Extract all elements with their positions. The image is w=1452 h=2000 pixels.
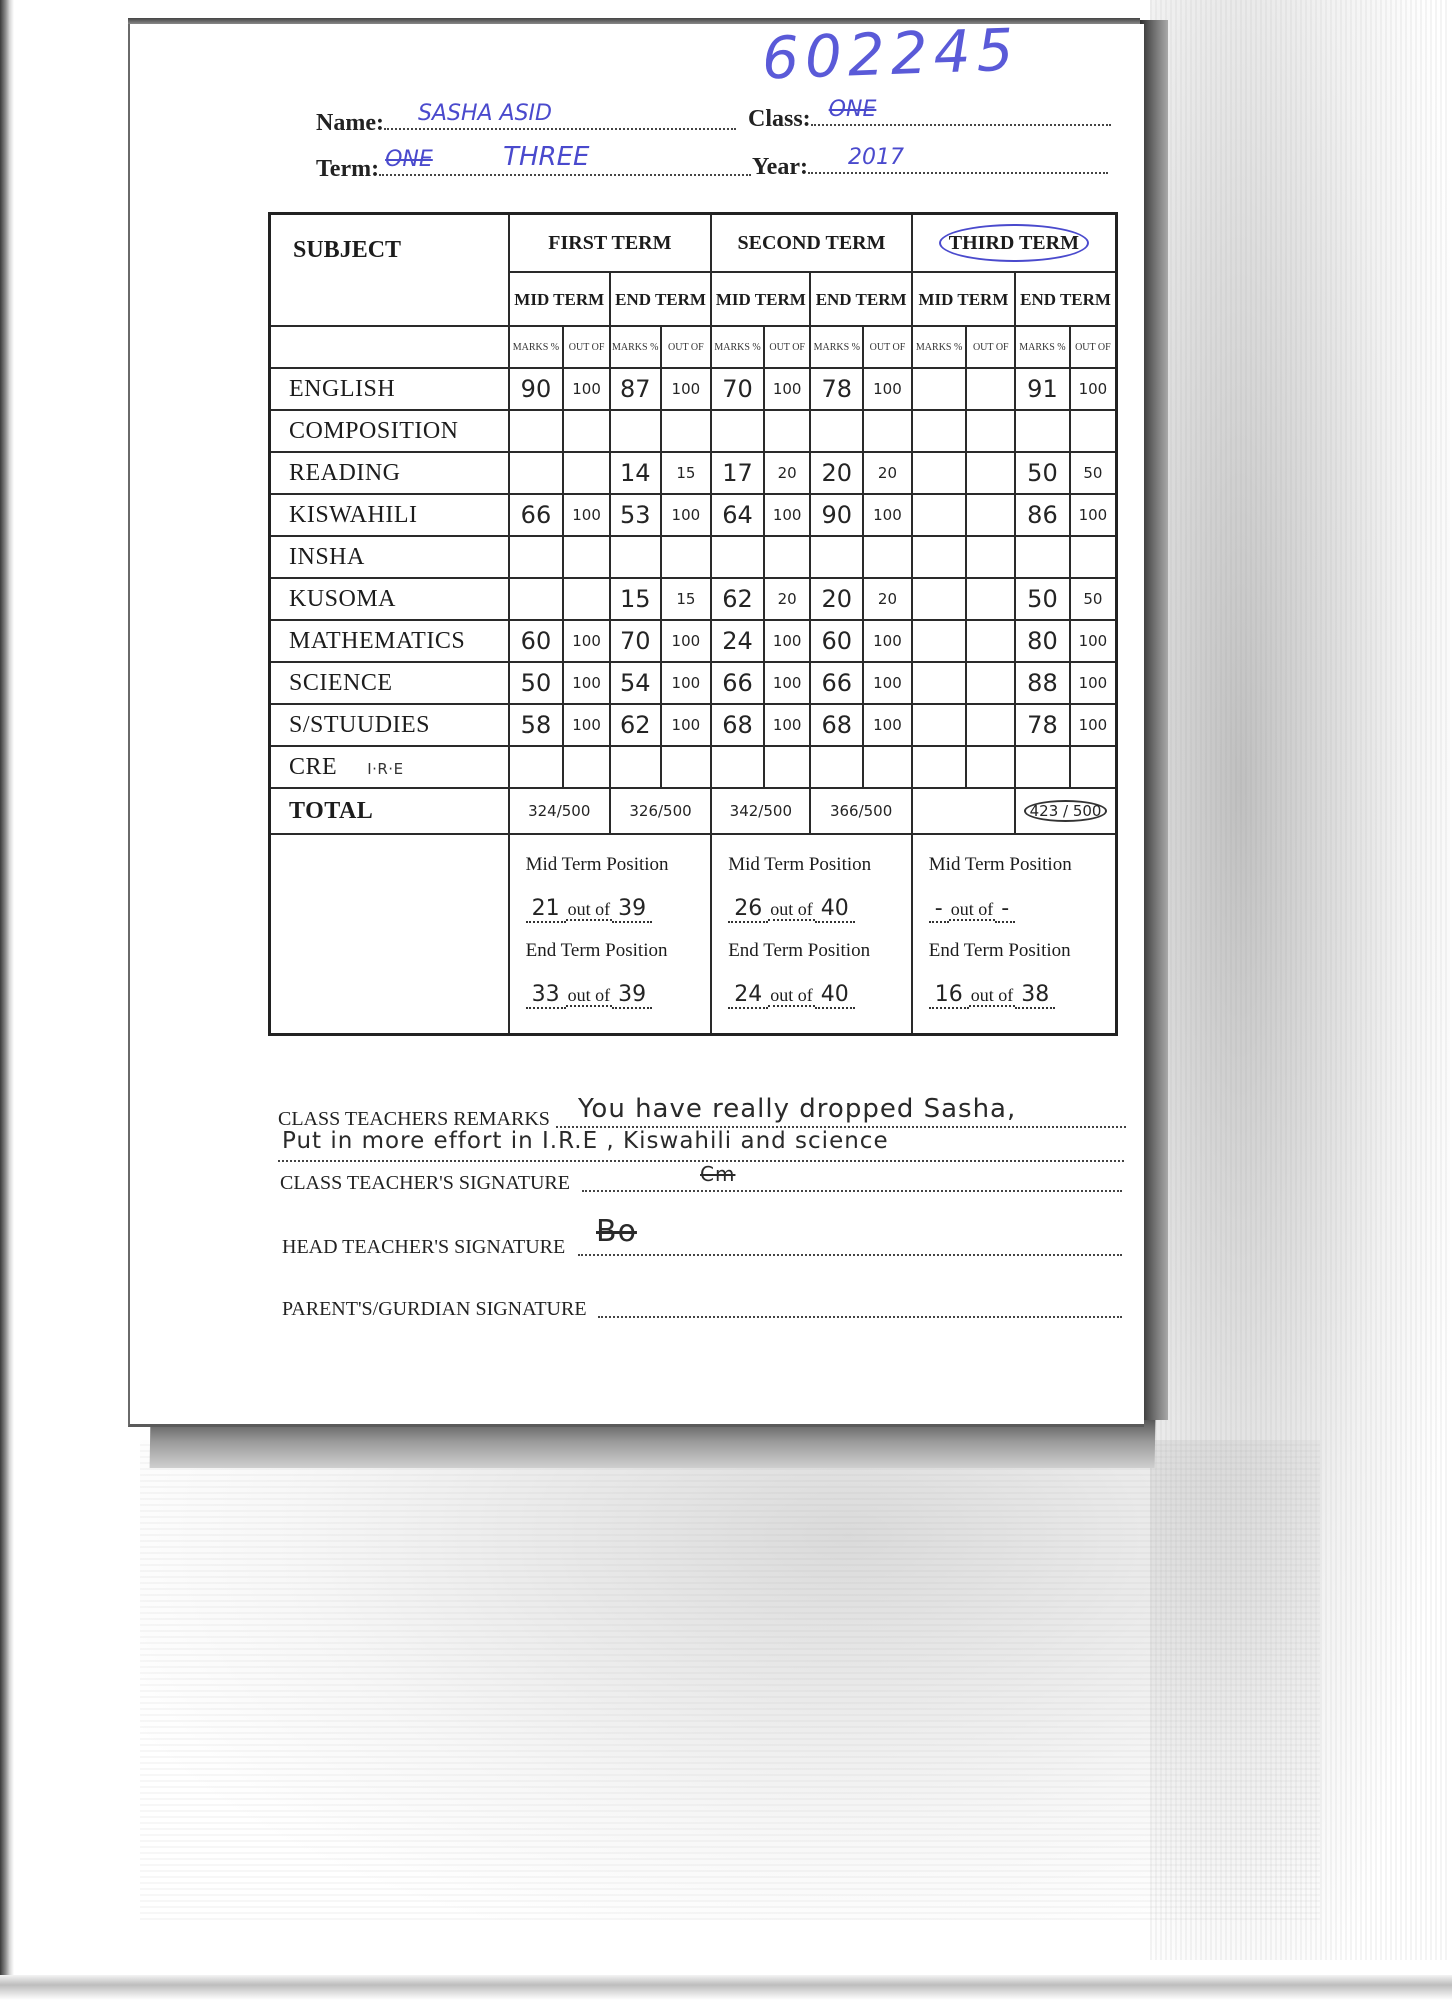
marks-cell [610,536,661,578]
marks-cell: 60 [509,620,564,662]
marks-cell: 70 [711,368,764,410]
marks-cell: 50 [509,662,564,704]
name-value: SASHA ASID [417,101,552,126]
term-row [316,142,751,183]
marks-label: MARKS % [711,326,764,368]
end-term-position [526,983,711,1007]
first-term-positions [509,834,712,1035]
class-row [748,97,1111,133]
third-term-label: THIRD TERM [939,224,1089,262]
position-value: 33 [526,982,566,1009]
out-of-cell: 100 [1070,662,1117,704]
third-term-positions [912,834,1117,1035]
out-of-cell [966,368,1015,410]
marks-cell [610,410,661,452]
marks-cell [711,746,764,788]
name-row [316,101,736,137]
marks-cell [1015,746,1070,788]
out-of-cell [966,578,1015,620]
marks-cell [509,410,564,452]
out-of-word: out of [950,899,994,919]
remarks-text-line-1: You have really dropped Sasha, [578,1094,1017,1124]
out-of-cell [563,578,610,620]
mid-term-position [929,897,1115,921]
marks-cell: 90 [810,494,863,536]
marks-cell: 20 [810,578,863,620]
subject-name [270,620,509,662]
head-teacher-signature-line [578,1254,1122,1256]
marks-cell: 66 [711,662,764,704]
out-of-cell [764,410,811,452]
remarks-text-line-2: Put in more effort in I.R.E , Kiswahili and science [282,1128,889,1154]
out-of-cell: 100 [764,494,811,536]
marks-cell: 62 [610,704,661,746]
mid-term-position [728,897,911,921]
marks-cell [1015,410,1070,452]
out-of-cell [563,536,610,578]
total-first-mid: 324/500 [509,788,610,834]
table-row [270,704,1117,746]
class-teacher-signature: Cm [700,1162,736,1186]
end-term-position-label: End Term Position [928,940,1071,961]
total-second-end: 366/500 [810,788,911,834]
card-right-edge [1140,20,1168,1420]
marks-cell: 15 [610,578,661,620]
subject-label: KUSOMA [289,585,397,612]
out-of-cell: 100 [863,704,912,746]
out-of-cell: 100 [1070,368,1117,410]
marks-cell: 20 [810,452,863,494]
first-term-header: FIRST TERM [509,214,712,273]
sub-header: MID TERM [912,272,1015,326]
class-teacher-signature-line [582,1190,1122,1192]
class-teacher-signature-label: CLASS TEACHER'S SIGNATURE [280,1172,570,1194]
table-row [270,620,1117,662]
out-of-cell [1070,536,1117,578]
table-row [270,494,1117,536]
marks-cell [912,704,967,746]
marks-cell: 64 [711,494,764,536]
out-of-cell: 100 [1070,494,1117,536]
positions-row [270,834,1117,1035]
class-size-value: 40 [815,982,855,1009]
name-field [384,101,736,130]
out-of-cell: 100 [563,368,610,410]
out-of-cell: 20 [764,578,811,620]
out-of-cell [863,746,912,788]
mid-term-position-label: Mid Term Position [728,854,872,875]
class-size-value: 39 [612,982,652,1009]
class-size-value: 39 [612,896,652,923]
end-term-position [728,983,911,1007]
marks-cell: 91 [1015,368,1070,410]
subject-header: SUBJECT [270,214,509,327]
term-label: Term: [316,156,380,182]
total-second-mid: 342/500 [711,788,810,834]
subject-label: COMPOSITION [289,417,459,444]
second-term-header: SECOND TERM [711,214,912,273]
out-of-cell: 100 [1070,620,1117,662]
subject-name [270,704,509,746]
sub-header: END TERM [810,272,911,326]
subject-label: INSHA [289,543,365,570]
subject-label: MATHEMATICS [289,627,466,654]
table-row [270,578,1117,620]
position-value: 16 [929,982,969,1009]
mid-term-position [526,897,711,921]
end-term-position [929,983,1115,1007]
parent-signature-label: PARENT'S/GURDIAN SIGNATURE [282,1298,587,1320]
marks-cell: 14 [610,452,661,494]
marks-cell: 87 [610,368,661,410]
marks-cell [912,578,967,620]
out-of-cell [966,536,1015,578]
year-row [752,145,1108,181]
marks-cell: 66 [509,494,564,536]
total-third-mid [912,788,1015,834]
marks-cell: 90 [509,368,564,410]
out-of-cell: 100 [863,620,912,662]
sub-header: END TERM [610,272,711,326]
marks-cell: 78 [1015,704,1070,746]
out-of-cell: 100 [563,704,610,746]
marks-cell: 62 [711,578,764,620]
marks-cell [1015,536,1070,578]
out-of-cell [661,410,712,452]
out-of-cell: 100 [764,620,811,662]
scan-shadow-bottom [140,1440,1320,1920]
subject-name [270,662,509,704]
subject-label: ENGLISH [289,375,396,402]
subject-label: READING [289,459,401,486]
out-of-label: OUT OF [966,326,1015,368]
end-term-position-label: End Term Position [525,940,668,961]
sub-header: MID TERM [711,272,810,326]
third-term-header [912,214,1117,273]
marks-cell [509,746,564,788]
class-teacher-remarks-label: CLASS TEACHERS REMARKS [278,1108,550,1130]
total-third-end [1015,788,1116,834]
marks-cell [912,662,967,704]
card-bottom-edge [150,1420,1156,1468]
term-value-struck: ONE [385,147,433,172]
out-of-cell [966,452,1015,494]
marks-cell: 50 [1015,452,1070,494]
class-field [811,97,1111,126]
mid-term-position-label: Mid Term Position [525,854,669,875]
total-first-end: 326/500 [610,788,711,834]
sub-header: END TERM [1015,272,1116,326]
class-value: ONE [828,97,877,122]
marks-label: MARKS % [1015,326,1070,368]
subject-rows [270,368,1117,788]
position-value: - [929,896,949,923]
out-of-cell: 100 [661,494,712,536]
out-of-cell [863,410,912,452]
marks-label: MARKS % [810,326,863,368]
positions-blank [270,834,509,1035]
out-of-cell: 100 [563,494,610,536]
marks-cell: 17 [711,452,764,494]
subject-note: I·R·E [367,759,404,778]
marks-label: MARKS % [912,326,967,368]
marks-cell [810,536,863,578]
class-size-value: 40 [815,896,855,923]
subject-name [270,746,509,788]
out-of-cell [661,536,712,578]
blank-header-cell [270,326,509,368]
total-label: TOTAL [270,788,509,834]
marks-cell: 66 [810,662,863,704]
subject-name [270,536,509,578]
out-of-cell: 100 [661,704,712,746]
class-size-value: - [995,896,1015,923]
subject-name [270,410,509,452]
table-row [270,410,1117,452]
out-of-cell: 20 [863,452,912,494]
marks-cell [509,578,564,620]
out-of-cell [1070,746,1117,788]
out-of-cell: 100 [661,620,712,662]
marks-cell [912,368,967,410]
subject-name [270,368,509,410]
marks-cell [810,746,863,788]
table-row [270,452,1117,494]
subject-label: CRE [289,753,338,780]
out-of-cell: 100 [863,494,912,536]
position-value: 26 [728,896,768,923]
second-term-positions [711,834,912,1035]
out-of-cell [563,746,610,788]
out-of-cell [966,746,1015,788]
position-value: 21 [526,896,566,923]
head-teacher-signature-label: HEAD TEACHER'S SIGNATURE [282,1236,566,1258]
marks-cell: 50 [1015,578,1070,620]
out-of-cell: 100 [863,662,912,704]
marks-cell [711,536,764,578]
document-number: 602245 [760,15,1021,93]
marks-cell: 78 [810,368,863,410]
marks-cell [711,410,764,452]
out-of-cell: 100 [661,368,712,410]
subject-label: S/STUUDIES [289,711,431,738]
end-term-position-label: End Term Position [728,940,871,961]
marks-cell: 68 [711,704,764,746]
out-of-cell [966,662,1015,704]
marks-cell: 53 [610,494,661,536]
marks-cell [912,620,967,662]
head-teacher-signature: Bo [596,1214,637,1249]
marks-cell [810,410,863,452]
out-of-label: OUT OF [1070,326,1117,368]
out-of-cell [1070,410,1117,452]
marks-cell: 88 [1015,662,1070,704]
marks-cell [509,536,564,578]
subject-name [270,578,509,620]
total-third-end-value: 423 / 500 [1024,800,1108,822]
out-of-cell: 100 [563,620,610,662]
year-label: Year: [752,154,808,180]
total-row [270,788,1117,834]
out-of-cell: 15 [661,578,712,620]
subject-name [270,494,509,536]
marks-cell [912,410,967,452]
marks-label: MARKS % [509,326,564,368]
out-of-cell: 50 [1070,452,1117,494]
out-of-word: out of [970,985,1014,1005]
out-of-cell: 100 [764,704,811,746]
out-of-word: out of [770,985,813,1005]
marks-cell [912,494,967,536]
out-of-cell: 15 [661,452,712,494]
marks-cell: 60 [810,620,863,662]
marks-table [268,212,1118,1036]
marks-cell [912,746,967,788]
out-of-cell [966,704,1015,746]
out-of-cell [563,410,610,452]
out-of-cell [764,536,811,578]
scan-left-edge [0,0,14,1975]
out-of-cell [966,494,1015,536]
parent-signature-line [598,1316,1122,1318]
out-of-cell: 20 [764,452,811,494]
subject-label: KISWAHILI [289,501,418,528]
out-of-label: OUT OF [764,326,811,368]
marks-cell: 68 [810,704,863,746]
term-field [379,142,751,176]
out-of-cell [661,746,712,788]
marks-label: MARKS % [610,326,661,368]
out-of-word: out of [770,899,813,919]
out-of-label: OUT OF [661,326,712,368]
out-of-cell: 100 [661,662,712,704]
marks-cell: 80 [1015,620,1070,662]
out-of-cell [764,746,811,788]
marks-cell [610,746,661,788]
year-field [808,145,1108,174]
out-of-word: out of [567,899,611,919]
name-label: Name: [316,110,384,136]
out-of-label: OUT OF [863,326,912,368]
marks-cell: 86 [1015,494,1070,536]
scan-bottom-edge [0,1975,1452,2000]
term-value: THREE [503,142,590,172]
out-of-cell [863,536,912,578]
marks-cell: 70 [610,620,661,662]
out-of-cell [966,620,1015,662]
out-of-cell: 100 [764,662,811,704]
sub-header: MID TERM [509,272,610,326]
class-label: Class: [748,106,811,132]
subject-name [270,452,509,494]
out-of-cell: 100 [764,368,811,410]
out-of-label: OUT OF [563,326,610,368]
mid-term-position-label: Mid Term Position [928,854,1072,875]
marks-cell: 58 [509,704,564,746]
out-of-cell: 100 [863,368,912,410]
out-of-cell: 50 [1070,578,1117,620]
out-of-cell: 100 [563,662,610,704]
class-size-value: 38 [1015,982,1055,1009]
out-of-cell [966,410,1015,452]
position-value: 24 [728,982,768,1009]
table-row [270,368,1117,410]
out-of-cell: 100 [1070,704,1117,746]
subject-label: SCIENCE [289,669,393,696]
marks-cell: 24 [711,620,764,662]
table-row [270,536,1117,578]
marks-cell: 54 [610,662,661,704]
table-row [270,662,1117,704]
out-of-cell: 20 [863,578,912,620]
marks-cell [509,452,564,494]
out-of-cell [563,452,610,494]
out-of-word: out of [567,985,611,1005]
year-value: 2017 [847,145,904,170]
marks-cell [912,452,967,494]
table-row [270,746,1117,788]
marks-cell [912,536,967,578]
